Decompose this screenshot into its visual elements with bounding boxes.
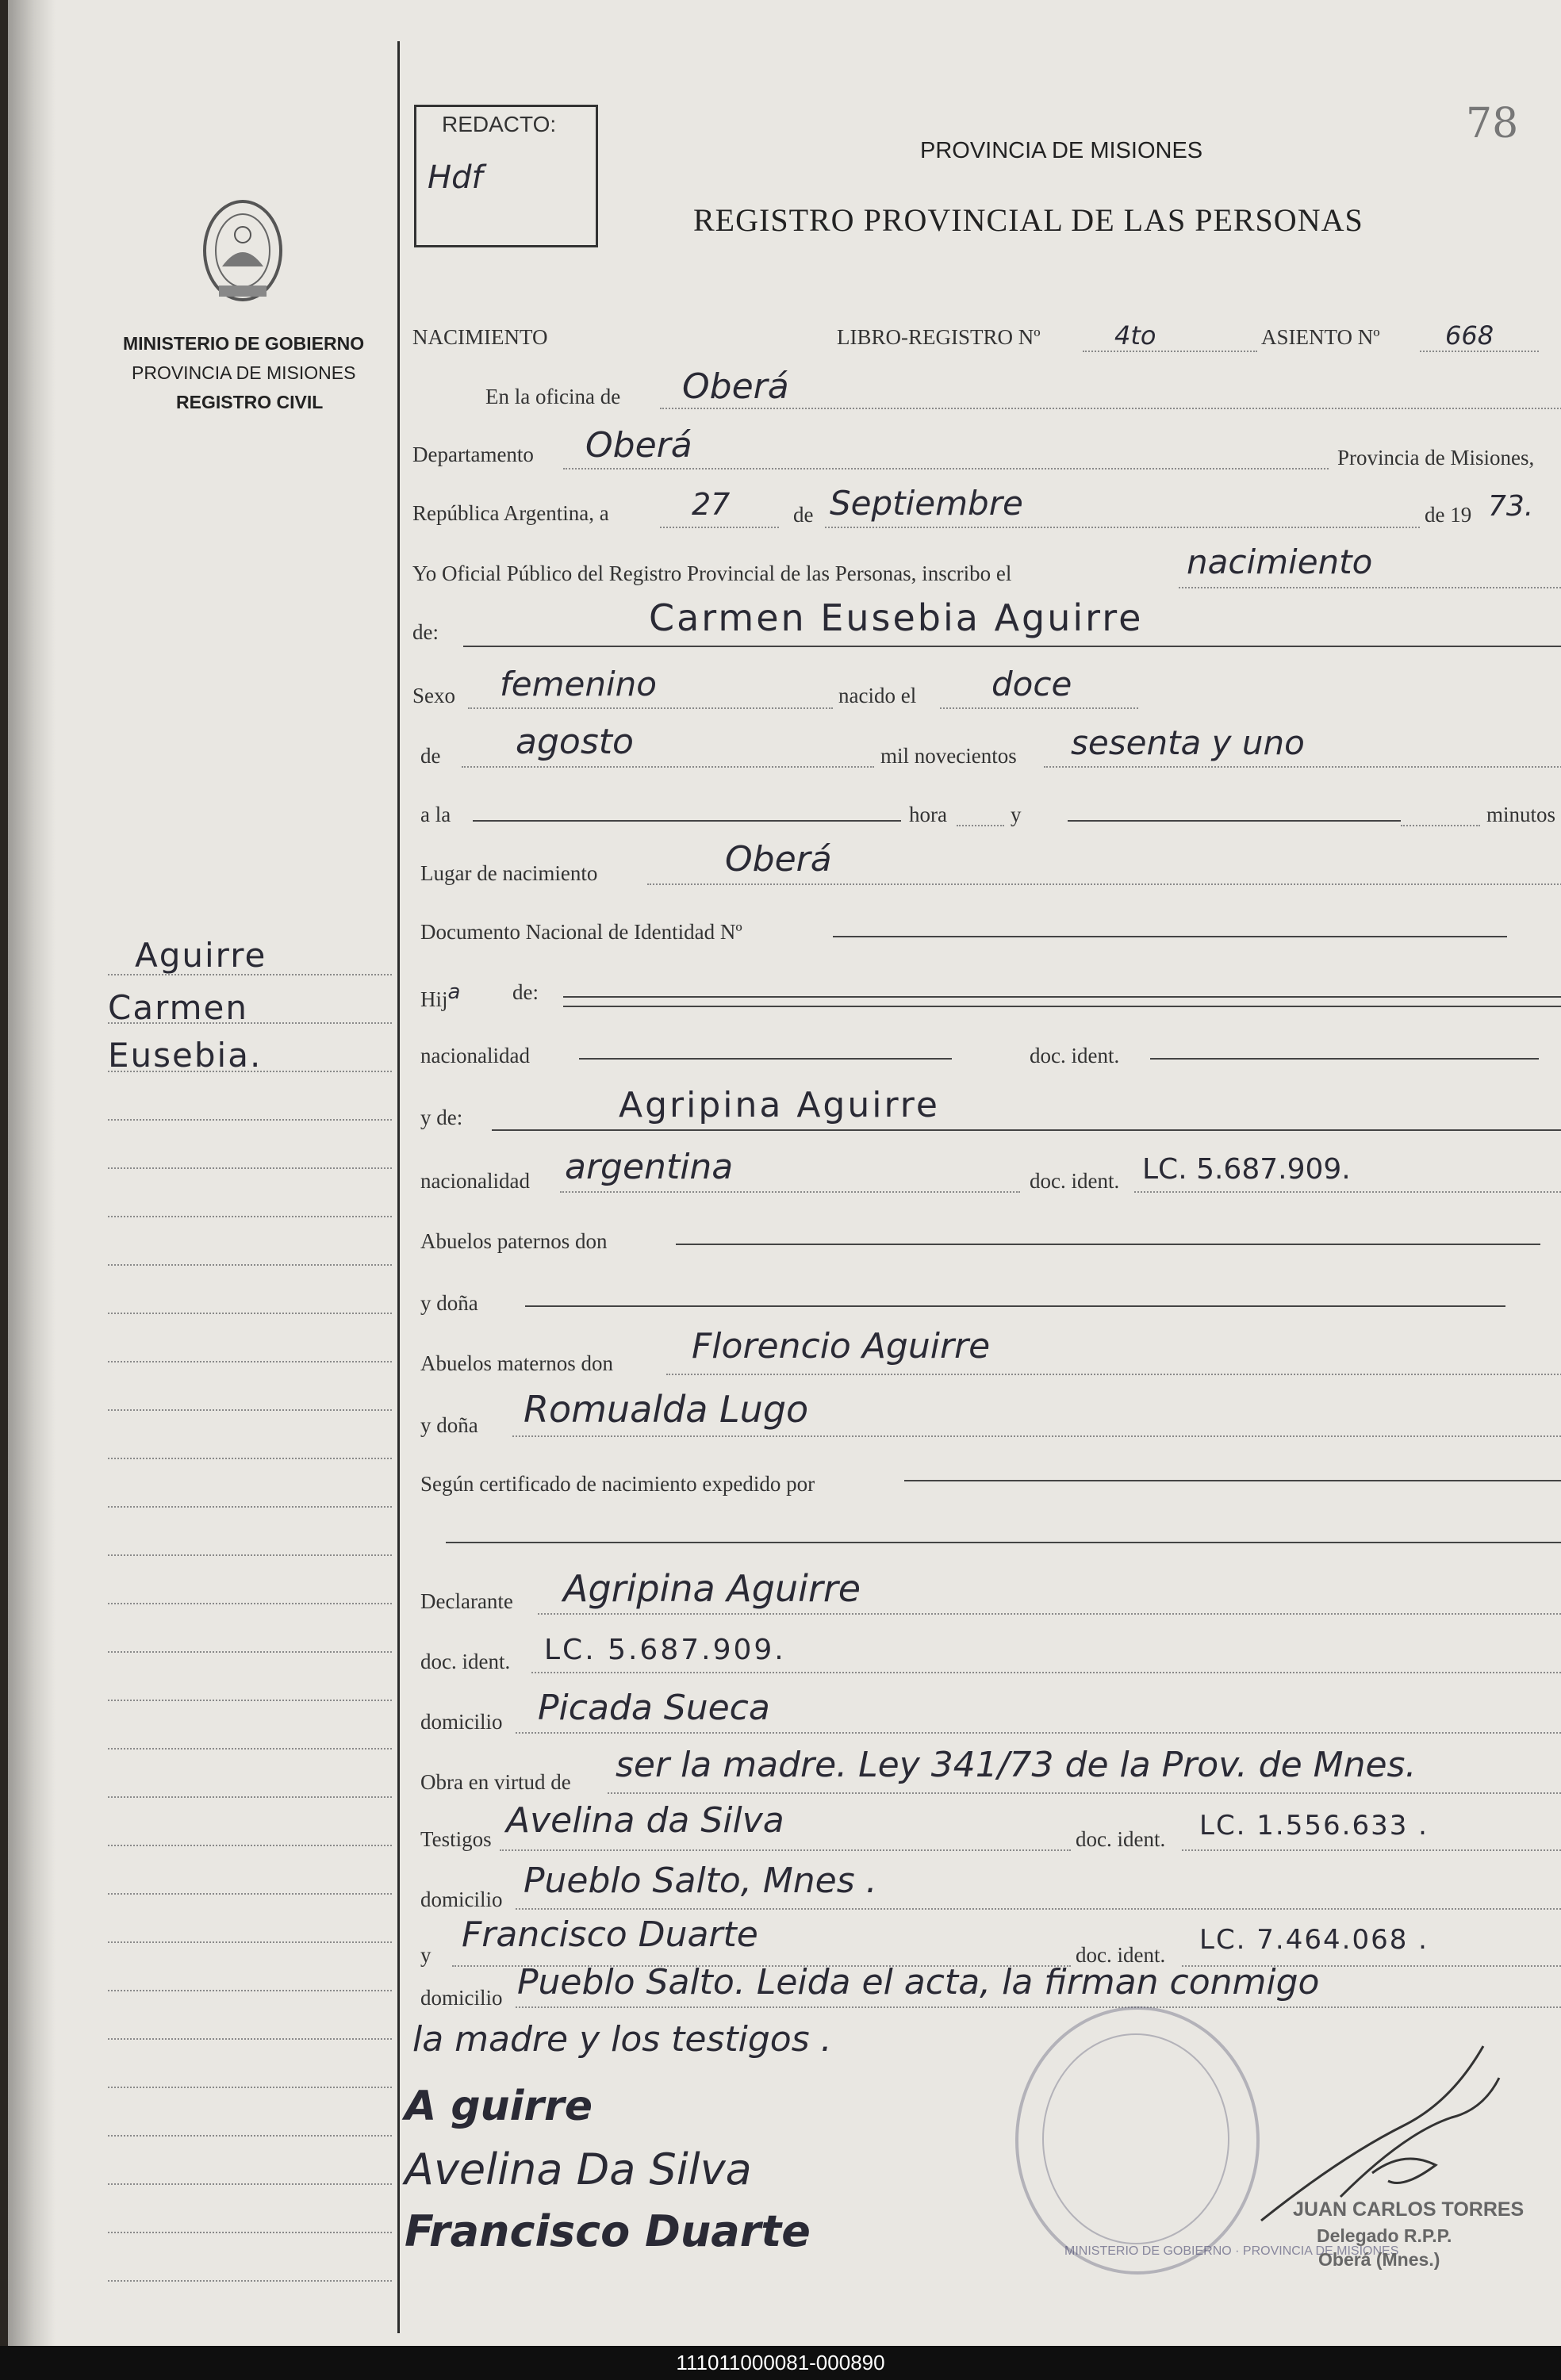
stamp-official-place: Oberá (Mnes.) [1318, 2249, 1440, 2270]
departamento-label: Departamento [412, 443, 534, 466]
margin-index-line [108, 2087, 392, 2088]
lugar-value: Oberá [725, 839, 832, 880]
stamp-official-name: JUAN CARLOS TORRES [1293, 2198, 1525, 2221]
footer-id: 111011000081-000890 [0, 2346, 1561, 2380]
domicilio-value: Picada Sueca [538, 1688, 770, 1728]
declarante-value: Agripina Aguirre [563, 1567, 861, 1610]
margin-index-line [108, 2135, 392, 2137]
domicilio-label-3: domicilio [420, 1986, 503, 2010]
oficial-label: Yo Oficial Público del Registro Provincial de las Personas, inscribo el [412, 561, 1012, 585]
margin-index-line [108, 1361, 392, 1362]
departamento-value: Oberá [585, 425, 692, 466]
stamp-ring-text: MINISTERIO DE GOBIERNO · PROVINCIA DE MISIONES [1064, 2244, 1399, 2258]
page-number: 78 [1466, 100, 1519, 148]
month-value: Septiembre [830, 484, 1023, 523]
lugar-label: Lugar de nacimiento [420, 861, 598, 885]
birth-month-value: agosto [516, 722, 634, 762]
margin-index-line [108, 1458, 392, 1459]
domicilio-label-1: domicilio [420, 1710, 503, 1734]
margin-index-line [108, 1216, 392, 1217]
de-person-label: de: [412, 620, 439, 644]
margin-index-line [108, 1313, 392, 1314]
de-label: de [793, 503, 814, 527]
margin-index-line [108, 2038, 392, 2040]
day-value: 27 [692, 487, 731, 522]
margin-index-line [108, 1893, 392, 1895]
margin-index-line [108, 1506, 392, 1508]
libro-value: 4to [1114, 320, 1156, 351]
margin-index-line [108, 1603, 392, 1604]
obra-label: Obra en virtud de [420, 1770, 571, 1794]
oficial-value: nacimiento [1187, 542, 1373, 581]
mother-nacionalidad-value: argentina [565, 1147, 734, 1187]
abuelos-maternos-label: Abuelos maternos don [420, 1351, 613, 1375]
hijo-de-label: de: [512, 980, 539, 1004]
asiento-value: 668 [1445, 320, 1494, 351]
hijo-label: Hij$^a$ [420, 980, 461, 1011]
testigo1-doc-value: LC. 1.556.633 . [1199, 1810, 1429, 1842]
domicilio-label-2: domicilio [420, 1888, 503, 1911]
y-label: y [1011, 803, 1022, 826]
nacionalidad-label-2: nacionalidad [420, 1169, 530, 1193]
dni-label: Documento Nacional de Identidad Nº [420, 920, 742, 944]
margin-index-line [108, 1554, 392, 1556]
hora-label: hora [909, 803, 947, 826]
declarante-doc-value: LC. 5.687.909. [544, 1634, 786, 1666]
de-year-label: de 19 [1425, 503, 1472, 527]
seal-line-ministerio: MINISTERIO DE GOBIERNO [123, 333, 365, 354]
seal-line-registro: REGISTRO CIVIL [176, 392, 324, 412]
redacto-label: REDACTO: [442, 112, 557, 136]
libro-label: LIBRO-REGISTRO Nº [837, 325, 1041, 349]
margin-index-line [108, 1167, 392, 1169]
margin-index-line [108, 2183, 392, 2185]
declarante-label: Declarante [420, 1589, 513, 1613]
margin-index-line [108, 1409, 392, 1411]
ydona-label-1: y doña [420, 1291, 478, 1315]
signature-da-silva: Avelina Da Silva [405, 2144, 752, 2194]
mil-label: mil novecientos [880, 744, 1017, 768]
provincia-label: Provincia de Misiones, [1337, 446, 1535, 469]
ala-label: a la [420, 803, 451, 826]
abuelos-paternos-label: Abuelos paternos don [420, 1229, 608, 1253]
sexo-value: femenino [500, 665, 657, 703]
margin-index-line [108, 1119, 392, 1121]
margin-index-line [108, 1264, 392, 1266]
nacido-label: nacido el [838, 684, 917, 707]
hijo-suffix: a [447, 980, 461, 1004]
closing-value: la madre y los testigos . [412, 2019, 832, 2060]
oficina-value: Oberá [682, 366, 789, 407]
testigo2-doc-value: LC. 7.464.068 . [1199, 1924, 1429, 1956]
signature-duarte: Francisco Duarte [405, 2206, 811, 2256]
mother-doc-value: LC. 5.687.909. [1142, 1153, 1351, 1186]
nacido-value: doce [991, 665, 1072, 703]
y-testigo-label: y [420, 1943, 431, 1967]
ydona-label-2: y doña [420, 1413, 478, 1437]
margin-name-1: Aguirre [135, 936, 267, 975]
republica-label: República Argentina, a [412, 501, 609, 525]
nacimiento-label: NACIMIENTO [412, 325, 548, 349]
nacionalidad-label-1: nacionalidad [420, 1044, 530, 1067]
margin-index-line [108, 1700, 392, 1701]
docident-label-3: doc. ident. [420, 1650, 511, 1673]
stamp-official-title: Delegado R.P.P. [1317, 2225, 1452, 2246]
testigos-label: Testigos [420, 1827, 492, 1851]
testigo2-dom-value: Pueblo Salto. Leida el acta, la firman conmigo [517, 1962, 1320, 2002]
margin-index-line [108, 1845, 392, 1846]
testigo1-dom-value: Pueblo Salto, Mnes . [524, 1861, 877, 1901]
margin-divider [397, 41, 400, 2333]
year-value: 73. [1488, 490, 1534, 523]
margin-index-line [108, 2280, 392, 2282]
margin-index-line [108, 1748, 392, 1750]
mil-value: sesenta y uno [1071, 723, 1305, 762]
testigo1-value: Avelina da Silva [506, 1800, 784, 1841]
seal-line-provincia: PROVINCIA DE MISIONES [132, 362, 356, 383]
docident-label-1: doc. ident. [1030, 1044, 1120, 1067]
sexo-label: Sexo [412, 684, 455, 707]
document-page [8, 0, 1561, 2346]
margin-name-3: Eusebia. [108, 1036, 263, 1075]
asiento-label: ASIENTO Nº [1261, 325, 1380, 349]
minutos-label: minutos [1486, 803, 1556, 826]
margin-name-2: Carmen [108, 988, 248, 1027]
docident-label-2: doc. ident. [1030, 1169, 1120, 1193]
mother-name-value: Agripina Aguirre [619, 1085, 940, 1125]
redacto-value: Hdf [428, 159, 483, 196]
docident-label-5: doc. ident. [1076, 1943, 1166, 1967]
margin-index-line [108, 1990, 392, 1991]
redacto-box [414, 105, 598, 247]
yde-label: y de: [420, 1106, 463, 1129]
margin-index-line [108, 1651, 392, 1653]
obra-value: ser la madre. Ley 341/73 de la Prov. de Mnes. [616, 1745, 1417, 1785]
binding-gutter [8, 0, 56, 2346]
signature-aguirre: A guirre [405, 2083, 593, 2130]
oficina-label: En la oficina de [485, 385, 621, 408]
person-name-value: Carmen Eusebia Aguirre [649, 596, 1144, 639]
testigo2-value: Francisco Duarte [462, 1914, 758, 1955]
abuela-materna-value: Romualda Lugo [524, 1388, 809, 1431]
margin-index-line [108, 1796, 392, 1798]
de-month-label: de [420, 744, 441, 768]
docident-label-4: doc. ident. [1076, 1827, 1166, 1851]
province-heading: PROVINCIA DE MISIONES [920, 138, 1203, 163]
segun-label: Según certificado de nacimiento expedido por [420, 1472, 815, 1496]
registry-heading: REGISTRO PROVINCIAL DE LAS PERSONAS [693, 202, 1363, 238]
margin-index-line [108, 2232, 392, 2233]
margin-index-line [108, 1941, 392, 1943]
provincial-seal-icon [195, 190, 290, 317]
abuelo-materno-value: Florencio Aguirre [692, 1326, 991, 1366]
